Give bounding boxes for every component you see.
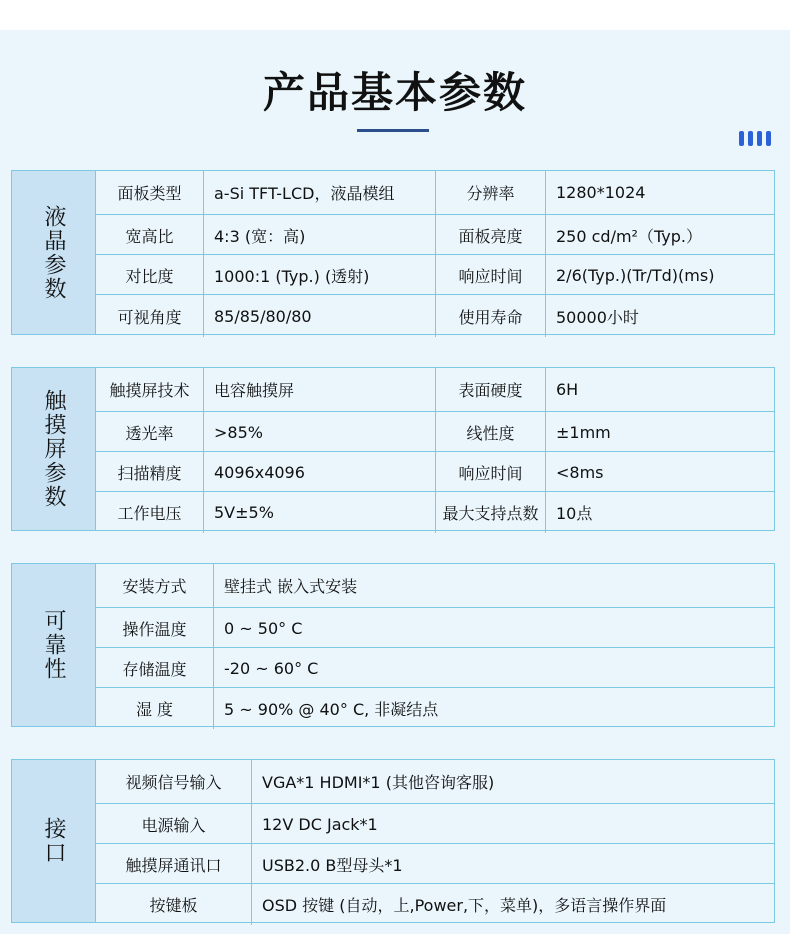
spec-value: <8ms: [556, 462, 604, 482]
category-label: 液晶参数: [41, 204, 66, 301]
spec-value: OSD 按键 (自动，上,Power,下，菜单)，多语言操作界面: [262, 896, 667, 915]
spec-label: 触摸屏技术: [96, 368, 204, 411]
spec-table-4: [11, 759, 775, 923]
spec-value: 1000:1 (Typ.) (透射): [204, 255, 436, 295]
table-row: [96, 687, 774, 729]
spec-table-2: [11, 367, 775, 531]
category-lcd-params: [12, 171, 96, 334]
spec-label: 扫描精度: [96, 452, 204, 492]
spec-label: 存储温度: [96, 648, 214, 688]
spec-table-3: [11, 563, 775, 727]
spec-value: USB2.0 B型母头*1: [262, 855, 403, 875]
category-label: 可靠性: [41, 609, 66, 681]
spec-value: ±1mm: [556, 422, 611, 442]
category-label: 触摸屏参数: [41, 389, 66, 509]
spec-label: 面板亮度: [436, 215, 546, 255]
spec-label: 响应时间: [436, 452, 546, 492]
spec-label: 最大支持点数: [436, 492, 546, 533]
spec-value: >85%: [204, 412, 436, 452]
table-row: [96, 647, 774, 688]
table-row: [96, 760, 774, 803]
table-row: [96, 214, 774, 255]
spec-value: 12V DC Jack*1: [262, 814, 378, 834]
spec-value: VGA*1 HDMI*1 (其他咨询客服): [262, 773, 495, 792]
spec-label: 表面硬度: [436, 368, 546, 411]
page-title: 产品基本参数: [262, 68, 527, 117]
spec-label: 触摸屏通讯口: [96, 844, 252, 884]
spec-value: 4:3 (宽：高): [204, 215, 436, 255]
spec-label: 工作电压: [96, 492, 204, 533]
table-row: [96, 254, 774, 295]
spec-value: a-Si TFT-LCD，液晶模组: [204, 171, 436, 214]
top-band: [0, 0, 790, 30]
spec-value: 5V±5%: [204, 492, 436, 533]
spec-value: 6H: [556, 380, 579, 399]
spec-label: 电源输入: [96, 804, 252, 844]
spec-label: 视频信号输入: [96, 760, 252, 803]
spec-label: 操作温度: [96, 608, 214, 648]
table-row: [96, 491, 774, 533]
category-label: 接口: [41, 817, 66, 865]
table-row: [96, 171, 774, 214]
spec-label: 按键板: [96, 884, 252, 925]
spec-value: 50000小时: [556, 307, 639, 327]
table-row: [96, 411, 774, 452]
spec-table-1: [11, 170, 775, 335]
spec-value: 0 ~ 50° C: [224, 618, 303, 638]
spec-value: 壁挂式 嵌入式安装: [224, 577, 358, 596]
spec-value: 电容触摸屏: [204, 368, 436, 411]
spec-label: 湿 度: [96, 688, 214, 729]
spec-value: 250 cd/m²（Typ.）: [556, 226, 702, 246]
spec-label: 分辨率: [436, 171, 546, 214]
spec-label: 对比度: [96, 255, 204, 295]
spec-value: 2/6(Typ.)(Tr/Td)(ms): [556, 265, 715, 285]
spec-value: 10点: [556, 504, 593, 523]
spec-value: -20 ~ 60° C: [224, 658, 319, 678]
table-row: [96, 564, 774, 607]
spec-label: 使用寿命: [436, 295, 546, 337]
spec-label: 可视角度: [96, 295, 204, 337]
spec-value: 4096x4096: [204, 452, 436, 492]
spec-value: 1280*1024: [556, 183, 646, 202]
table-row: [96, 607, 774, 648]
spec-label: 透光率: [96, 412, 204, 452]
table-row: [96, 803, 774, 844]
table-row: [96, 451, 774, 492]
spec-value: 5 ~ 90% @ 40° C, 非凝结点: [224, 700, 439, 719]
decorative-bars-icon: [739, 131, 773, 146]
spec-value: 85/85/80/80: [204, 295, 436, 337]
table-row: [96, 368, 774, 411]
spec-label: 安装方式: [96, 564, 214, 607]
bottom-band: [0, 934, 790, 939]
table-row: [96, 294, 774, 337]
table-row: [96, 883, 774, 925]
category-touch-params: [12, 368, 96, 530]
spec-label: 宽高比: [96, 215, 204, 255]
spec-label: 响应时间: [436, 255, 546, 295]
category-reliability: [12, 564, 96, 726]
title-underline: [357, 129, 429, 132]
spec-label: 线性度: [436, 412, 546, 452]
spec-label: 面板类型: [96, 171, 204, 214]
category-interface: [12, 760, 96, 922]
table-row: [96, 843, 774, 884]
